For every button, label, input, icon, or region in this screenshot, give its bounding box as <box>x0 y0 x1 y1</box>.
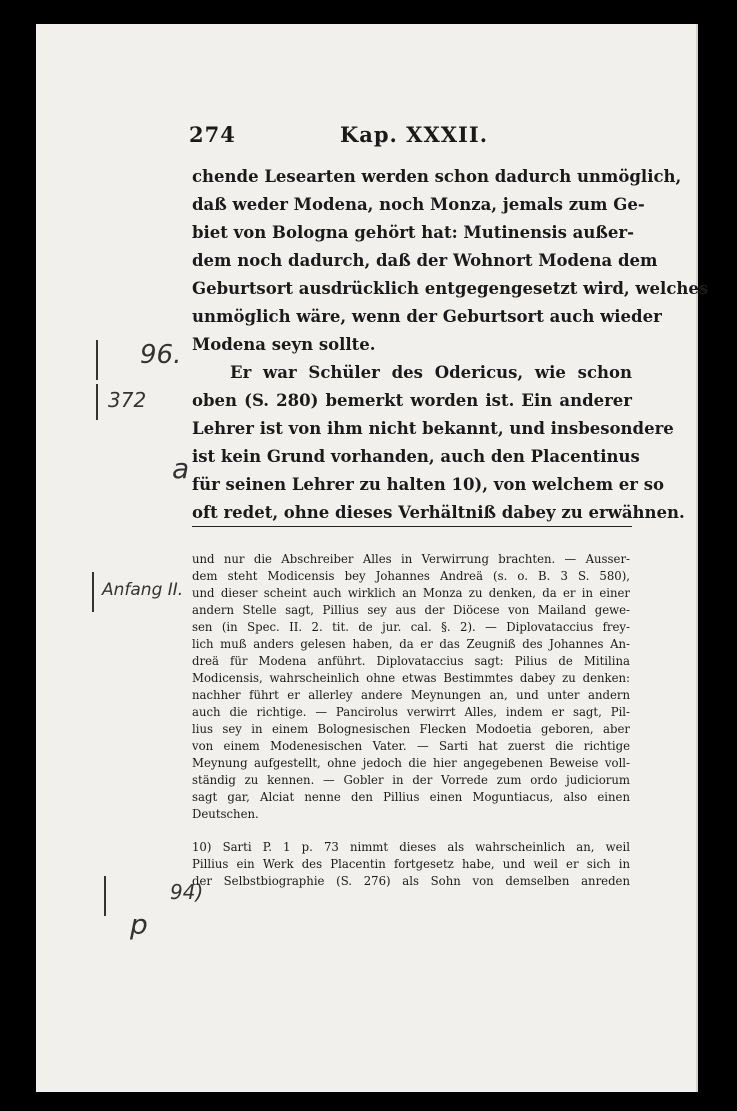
margin-mark <box>96 384 98 420</box>
margin-mark <box>104 876 106 916</box>
footnote-line: lich muß anders gelesen haben, da er das Zeugniß des Johannes An- <box>192 637 630 651</box>
text-line: Er war Schüler des Odericus, wie schon <box>230 363 632 382</box>
page-number: 274 <box>189 122 236 147</box>
footnote-rule <box>192 526 632 527</box>
text-line: für seinen Lehrer zu halten 10), von welchem er so <box>192 475 665 494</box>
text-line: Lehrer ist von ihm nicht bekannt, und insbesondere <box>192 419 674 438</box>
text-line: unmöglich wäre, wenn der Geburtsort auch wieder <box>192 307 662 326</box>
text-line: daß weder Modena, noch Monza, jemals zum Ge- <box>192 195 645 214</box>
footnote-line: lius sey in einem Bolognesischen Flecken Modoetia geboren, aber <box>192 722 630 736</box>
footnote-line: Meynung aufgestellt, ohne jedoch die hier angegebenen Beweise voll- <box>192 756 630 770</box>
footnote-line: Deutschen. <box>192 807 259 821</box>
margin-note: Anfang II. <box>102 580 184 600</box>
text-line: chende Lesearten werden schon dadurch unmöglich, <box>192 167 682 186</box>
footnote-line: sen (in Spec. II. 2. tit. de jur. cal. §. 2). — Diplovataccius frey- <box>192 620 630 634</box>
footnote-line: nachher führt er allerley andere Meynungen an, und unter andern <box>192 688 630 702</box>
footnote-line: 10) Sarti P. 1 p. 73 nimmt dieses als wahrscheinlich an, weil <box>192 840 630 854</box>
text-line: oben (S. 280) bemerkt worden ist. Ein anderer <box>192 391 632 410</box>
footnote-line: und nur die Abschreiber Alles in Verwirrung brachten. — Ausser- <box>192 552 630 566</box>
margin-note: p <box>130 908 148 941</box>
footnote-line: dreä für Modena anführt. Diplovataccius sagt: Pilius de Mitilina <box>192 654 630 668</box>
footnote-line: von einem Modenesischen Vater. — Sarti hat zuerst die richtige <box>192 739 630 753</box>
footnote-line: und dieser scheint auch wirklich an Monza zu denken, da er in einer <box>192 586 630 600</box>
text-line: oft redet, ohne dieses Verhältniß dabey zu erwähnen. <box>192 503 685 522</box>
margin-note: 372 <box>108 388 147 412</box>
margin-note: a <box>172 452 190 485</box>
margin-mark <box>92 572 94 612</box>
chapter-heading: Kap. XXXII. <box>340 122 489 147</box>
margin-mark <box>96 340 98 380</box>
footnote-line: Modicensis, wahrscheinlich ohne etwas Bestimmtes dabey zu denken: <box>192 671 630 685</box>
text-line: dem noch dadurch, daß der Wohnort Modena dem <box>192 251 658 270</box>
footnote-line: auch die richtige. — Pancirolus verwirrt Alles, indem er sagt, Pil- <box>192 705 630 719</box>
text-line: Geburtsort ausdrücklich entgegengesetzt wird, welches <box>192 279 709 298</box>
footnote-line: Pillius ein Werk des Placentin fortgesetz habe, und weil er sich in <box>192 857 630 871</box>
margin-note: 96. <box>140 340 182 370</box>
text-line: ist kein Grund vorhanden, auch den Placentinus <box>192 447 640 466</box>
footnote-line: dem steht Modicensis bey Johannes Andreä (s. o. B. 3 S. 580), <box>192 569 630 583</box>
text-line: Modena seyn sollte. <box>192 335 376 354</box>
text-line: biet von Bologna gehört hat: Mutinensis außer- <box>192 223 634 242</box>
footnote-line: sagt gar, Alciat nenne den Pillius einen Moguntiacus, also einen <box>192 790 630 804</box>
footnote-line: ständig zu kennen. — Gobler in der Vorrede zum ordo judiciorum <box>192 773 630 787</box>
margin-note: 94) <box>170 880 204 904</box>
footnote-line: der Selbstbiographie (S. 276) als Sohn von demselben anreden <box>192 874 630 888</box>
footnote-line: andern Stelle sagt, Pillius sey aus der Diöcese von Mailand gewe- <box>192 603 630 617</box>
